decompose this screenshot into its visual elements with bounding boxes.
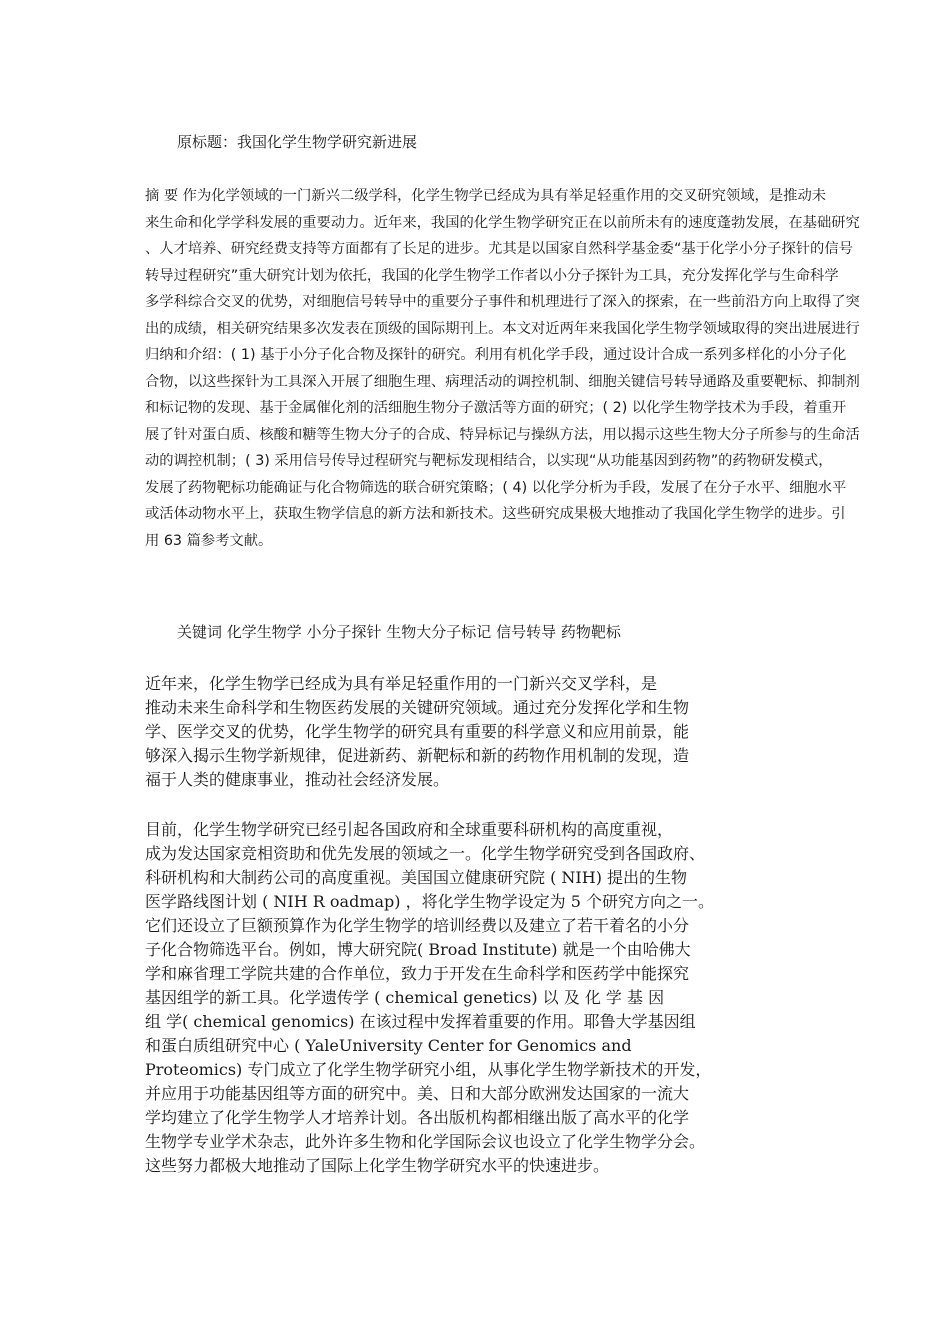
abstract-line: 出的成绩，相关研究结果多次发表在顶级的国际期刊上。本文对近两年来我国化学生物学领域取得的突出进展进行 [145, 320, 860, 337]
abstract-line: 摘 要 作为化学领域的一门新兴二级学科，化学生物学已经成为具有举足轻重作用的交叉研究领域，是推动未 [145, 188, 827, 204]
abstract-line: 、人才培养、研究经费支持等方面都有了长足的进步。尤其是以国家自然科学基金委“基于化学小分子探针的信号 [145, 241, 853, 257]
paragraph-line: 近年来，化学生物学已经成为具有举足轻重作用的一门新兴交叉学科，是 [145, 674, 658, 693]
abstract [145, 183, 950, 554]
paragraph-line: 生物学专业学术杂志，此外许多生物和化学国际会议也设立了化学生物学分会。 [145, 1132, 706, 1151]
abstract-line: 来生命和化学学科发展的重要动力。近年来，我国的化学生物学研究正在以前所未有的速度蓬勃发展，在基础研究 [145, 214, 860, 231]
abstract-line: 转导过程研究”重大研究计划为依托，我国的化学生物学工作者以小分子探针为工具，充分发挥化学与生命科学 [145, 267, 839, 284]
paragraph-line: 基因组学的新工具。化学遗传学 ( chemical genetics) 以 及 化 学 基 因 [145, 988, 665, 1007]
paragraph-line: 成为发达国家竞相资助和优先发展的领域之一。化学生物学研究受到各国政府、 [145, 844, 706, 863]
paragraph-line: Proteomics) 专门成立了化学生物学研究小组，从事化学生物学新技术的开发， [145, 1060, 712, 1079]
paragraph-line: 目前，化学生物学研究已经引起各国政府和全球重要科研机构的高度重视， [145, 820, 674, 839]
abstract-line: 归纳和介绍：( 1) 基于小分子化合物及探针的研究。利用有机化学手段，通过设计合成一系列多样化的小分子化 [145, 347, 847, 363]
paragraph-line: 它们还设立了巨额预算作为化学生物学的培训经费以及建立了若干着名的小分 [145, 916, 690, 935]
abstract-line: 和标记物的发现、基于金属催化剂的活细胞生物分子激活等方面的研究；( 2) 以化学生物学技术为手段，着重开 [145, 400, 847, 416]
keywords: 关键词 化学生物学 小分子探针 生物大分子标记 信号转导 药物靶标 [177, 623, 621, 641]
abstract-line: 用 63 篇参考文献。 [145, 532, 273, 549]
paragraph-line: 学和麻省理工学院共建的合作单位，致力于开发在生命科学和医药学中能探究 [145, 964, 690, 983]
paragraph-line: 够深入揭示生物学新规律，促进新药、新靶标和新的药物作用机制的发现，造 [145, 746, 690, 765]
paragraph-line: 科研机构和大制药公司的高度重视。美国国立健康研究院 ( NIH) 提出的生物 [145, 868, 688, 887]
paragraph-line: 组 学( chemical genomics) 在该过程中发挥着重要的作用。耶鲁大学基因组 [145, 1012, 696, 1031]
paragraph-line: 福于人类的健康事业，推动社会经济发展。 [145, 770, 450, 789]
paragraph-line: 推动未来生命科学和生物医药发展的关键研究领域。通过充分发挥化学和生物 [145, 698, 690, 717]
abstract-line: 合物，以这些探针为工具深入开展了细胞生理、病理活动的调控机制、细胞关键信号转导通路及重要靶标、抑制剂 [145, 373, 860, 390]
body-paragraph-1 [145, 672, 815, 792]
abstract-line: 或活体动物水平上，获取生物学信息的新方法和新技术。这些研究成果极大地推动了我国化学生物学的进步。引 [145, 506, 846, 522]
paragraph-line: 和蛋白质组研究中心 ( YaleUniversity Center for Genomics and [145, 1036, 632, 1055]
abstract-line: 展了针对蛋白质、核酸和糖等生物大分子的合成、特异标记与操纵方法，用以揭示这些生物大分子所参与的生命活 [145, 426, 860, 443]
paragraph-line: 子化合物筛选平台。例如，博大研究院( Broad Institute) 就是一个由哈佛大 [145, 940, 691, 959]
paragraph-line: 并应用于功能基因组等方面的研究中。美、日和大部分欧洲发达国家的一流大 [145, 1084, 690, 1103]
abstract-line: 多学科综合交叉的优势，对细胞信号转导中的重要分子事件和机理进行了深入的探索，在一些前沿方向上取得了突 [145, 294, 860, 310]
paragraph-line: 医学路线图计划 ( NIH R oadmap) ，将化学生物学设定为 5 个研究方向之一。 [145, 892, 714, 911]
original-title: 原标题：我国化学生物学研究新进展 [177, 133, 418, 151]
abstract-line: 动的调控机制；( 3) 采用信号传导过程研究与靶标发现相结合，以实现“从功能基因到药物”的药物研发模式， [145, 453, 833, 469]
paragraph-line: 这些努力都极大地推动了国际上化学生物学研究水平的快速进步。 [145, 1156, 610, 1175]
body-paragraph-2 [145, 818, 815, 1178]
paragraph-line: 学、医学交叉的优势，化学生物学的研究具有重要的科学意义和应用前景，能 [145, 722, 690, 741]
paragraph-line: 学均建立了化学生物学人才培养计划。各出版机构都相继出版了高水平的化学 [145, 1108, 690, 1127]
abstract-line: 发展了药物靶标功能确证与化合物筛选的联合研究策略；( 4) 以化学分析为手段，发展了在分子水平、细胞水平 [145, 479, 847, 496]
